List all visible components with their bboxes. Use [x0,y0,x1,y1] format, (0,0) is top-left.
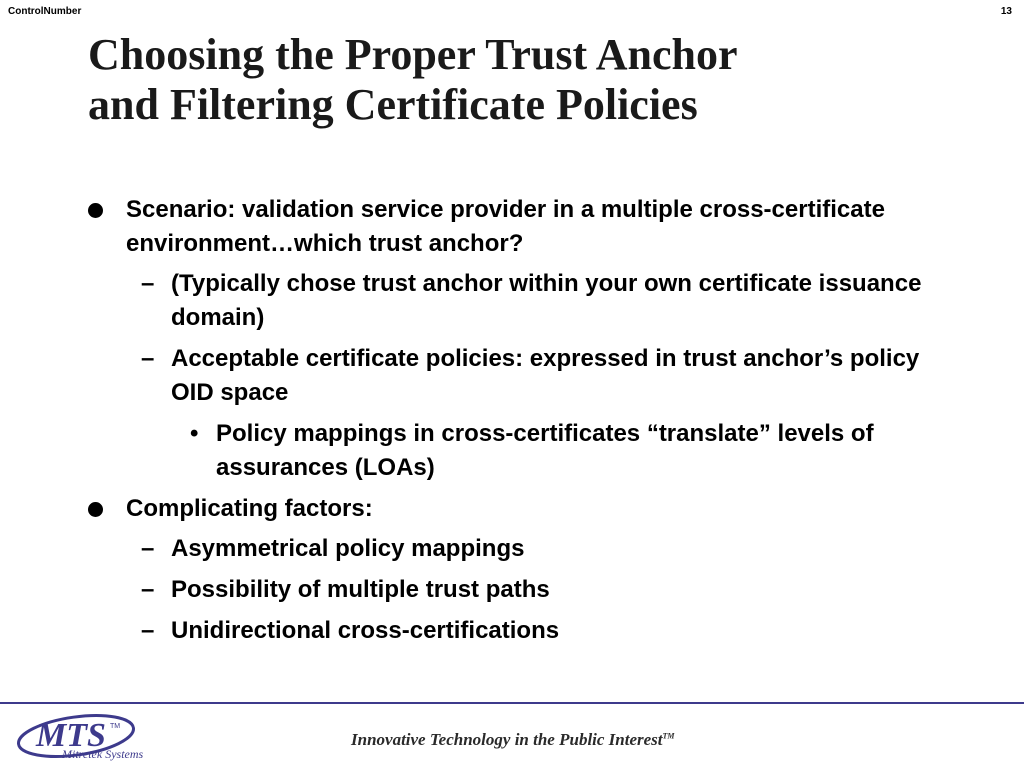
bullet-item [0,193,906,261]
sub-bullet-text: (Typically chose trust anchor within your own certificate issuance domain) [171,270,922,331]
sub-bullet-text: Possibility of multiple trust paths [171,576,550,603]
dash-marker: – [141,617,155,644]
dash-marker: – [141,345,155,372]
mitretek-logo [14,708,174,764]
logo-trademark: TM [110,723,121,730]
bullet-dot-icon [88,193,103,228]
tagline-text: Innovative Technology in the Public Interest [351,730,663,749]
control-number-label: ControlNumber [8,6,82,17]
sub-sub-bullet-item [0,417,896,485]
page-number: 13 [1000,6,1012,17]
sub-bullet-item [0,573,941,607]
sub-bullet-text: Acceptable certificate policies: expressed in trust anchor’s policy OID space [171,345,920,406]
slide-title-line-1: Choosing the Proper Trust Anchor [88,30,738,79]
bullet-text: Scenario: validation service provider in a multiple cross-certificate environment…which trust anchor? [126,196,885,257]
footer-divider [0,702,1024,704]
sub-bullet-text: Unidirectional cross-certifications [171,617,560,644]
sub-sub-bullet-text: Policy mappings in cross-certificates “translate” levels of assurances (LOAs) [216,420,874,481]
sub-bullet-item [0,532,941,566]
dash-marker: – [141,576,155,603]
sub-bullet-item [0,267,941,335]
sub-bullet-item [0,342,941,410]
dash-marker: – [141,270,155,297]
sub-bullet-text: Asymmetrical policy mappings [171,535,525,562]
bullet-dot-icon [88,492,103,527]
bullet-text: Complicating factors: [126,495,373,522]
tagline-trademark: TM [662,731,675,741]
logo-subtitle: Mitretek Systems [62,747,144,761]
bullet-item [0,492,906,526]
bullet-list [0,193,1024,655]
dash-marker: – [141,535,155,562]
slide-title [88,30,988,130]
footer-tagline [351,730,675,750]
slide-title-line-2: and Filtering Certificate Policies [88,80,698,129]
small-bullet-marker: • [190,420,199,447]
sub-bullet-item [0,614,941,648]
logo-text: MTS [36,717,106,754]
